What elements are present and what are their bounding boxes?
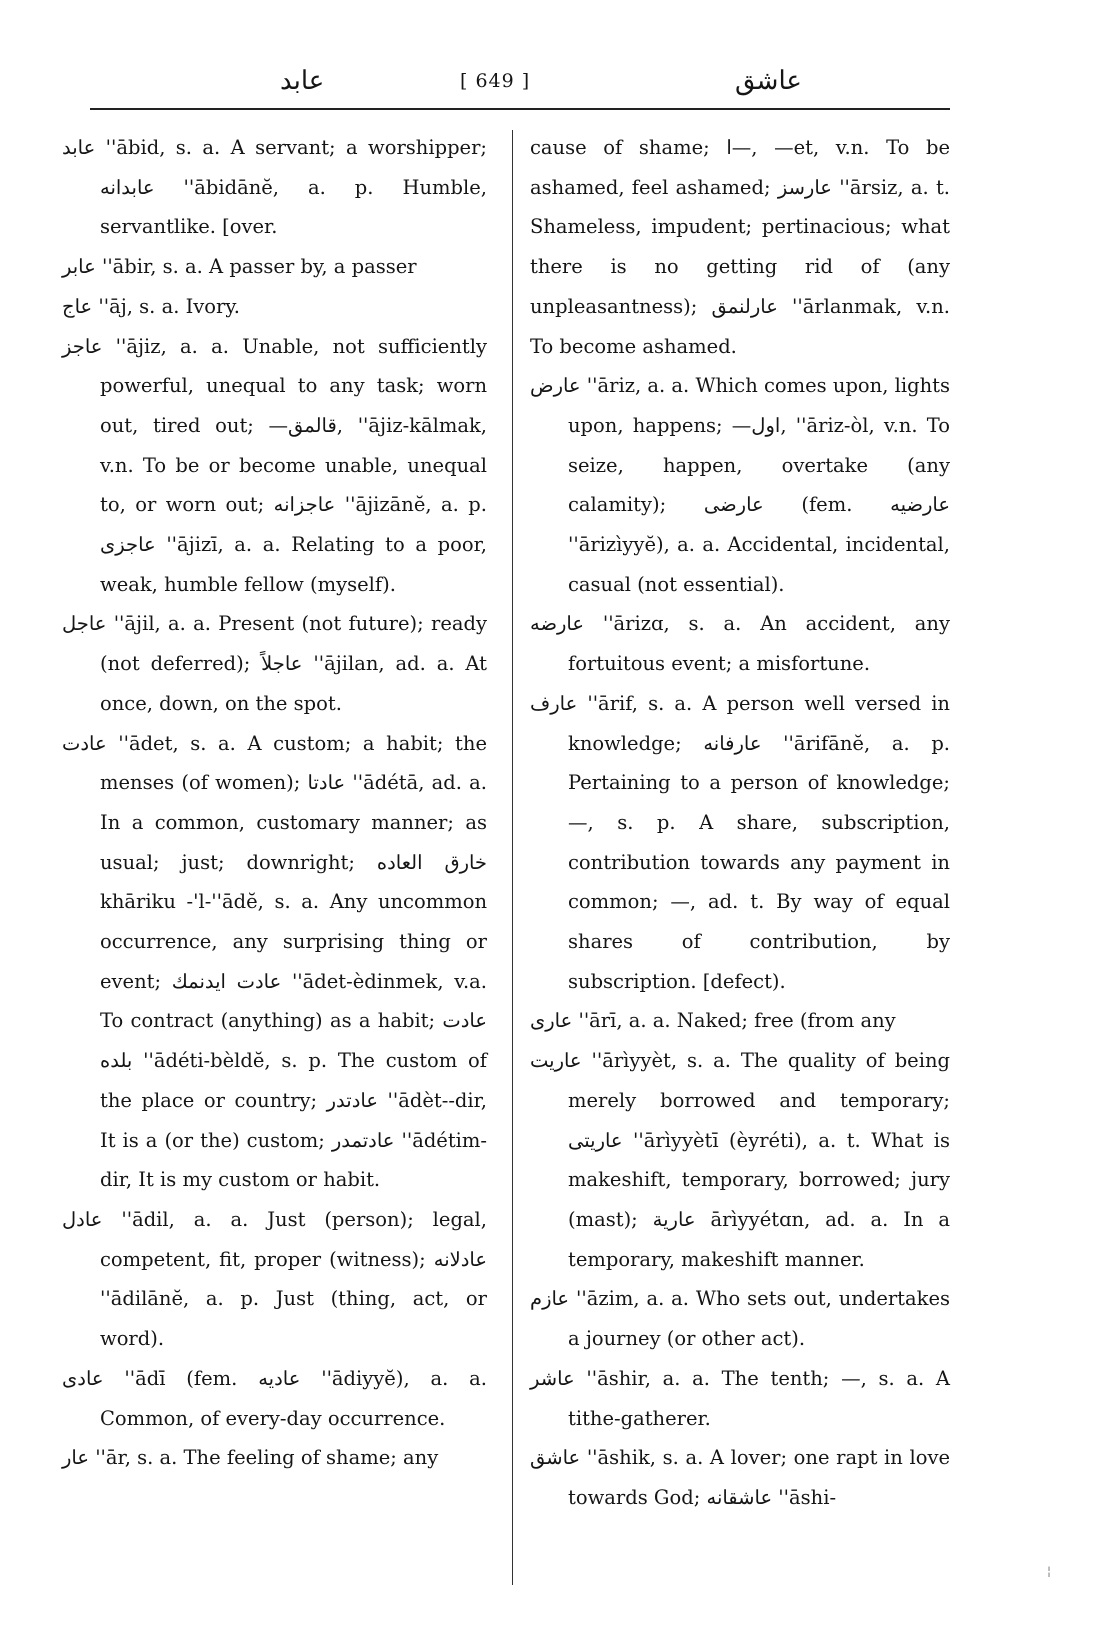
header-rule (90, 108, 950, 110)
dictionary-entry: عازم ''āzim, a. a. Who sets out, undertakes a journey (or other act). (530, 1287, 950, 1351)
left-running-headword: عابد (280, 66, 325, 96)
dictionary-entry: عابد ''ābid, s. a. A servant; a worshipper; عابدانه ''ābidānĕ, a. p. Humble, servantlike. [over. (62, 136, 487, 239)
dictionary-entry: عارضه ''ārizɑ, s. a. An accident, any fortuitous event; a misfortune. (530, 612, 950, 676)
dictionary-entry: عابر ''ābir, s. a. A passer by, a passer (62, 255, 417, 279)
page-header (90, 60, 950, 100)
dictionary-entry-continuation: cause of shame; ا—, —et, v.n. To be ashamed, feel ashamed; عارسز ''ārsiz, a. t. Shameless, impudent; pertinacious; what there is no getting rid of (any unpleasantness); عارلنمق ''ārlanmak, v.n. To become ashamed. (530, 136, 950, 358)
dictionary-entry: عاج ''āj, s. a. Ivory. (62, 294, 240, 318)
dictionary-entry: عادت ''ādet, s. a. A custom; a habit; the menses (of women); عادتا ''ādétā, ad. a. In a common, customary manner; as usual; just; downright; خارق العاده khāriku -'l-''ādĕ, s. a. Any uncommon occurrence, any surprising thing or event; عادت ایدنمك ''ādet-èdinmek, v.a. To contract (anything) as a habit; عادت بلده ''ādéti-bèldĕ, s. p. The custom of the place or country; عادتدر ''ādèt--dir, It is a (or the) custom; عادتمدر ''ādétim-dir, It is my custom or habit. (62, 731, 488, 1192)
dictionary-entry: عاشق ''āshik, s. a. A lover; one rapt in love towards God; عاشقانه ''āshi- (530, 1446, 950, 1509)
right-running-headword: عاشق (735, 66, 802, 96)
dictionary-entry: عارض ''āriz, a. a. Which comes upon, lights upon, happens; —اول, ''āriz-òl, v.n. To seize, happen, overtake (any calamity); عارضی (fem. عارضیه ''ārizìyyĕ), a. a. Accidental, incidental, casual (not essential). (530, 374, 950, 596)
dictionary-entry: عادی ''ādī (fem. عادیه ''ādiyyĕ), a. a. Common, of every-day occurrence. (62, 1366, 487, 1430)
page-number: [ 649 ] (460, 70, 531, 92)
dictionary-entry: عار ''ār, s. a. The feeling of shame; any (62, 1446, 439, 1470)
dictionary-entry: عاجل ''ājil, a. a. Present (not future); ready (not deferred); عاجلاً ''ājilan, ad. a. At once, down, on the spot. (62, 612, 488, 715)
page-edge-mark: ¦ (1046, 1564, 1051, 1578)
dictionary-entry: عادل ''ādil, a. a. Just (person); legal, competent, fit, proper (witness); عادلانه ''ādilānĕ, a. p. Just (thing, act, or word). (62, 1207, 487, 1351)
column-divider (512, 130, 513, 1585)
right-column (530, 128, 950, 1518)
dictionary-entry: عاریت ''ārìyyèt, s. a. The quality of being merely borrowed and temporary; عاریتی ''ārìyyètī (èyréti), a. t. What is makeshift, temporary, borrowed; jury (mast); عاریة ārìyyétɑn, ad. a. In a temporary, makeshift manner. (530, 1049, 950, 1271)
dictionary-entry: عاری ''ārī, a. a. Naked; free (from any (530, 1009, 896, 1033)
dictionary-entry: عاجز ''ājiz, a. a. Unable, not sufficiently powerful, unequal to any task; worn out, tired out; —قالمق, ''ājiz-kālmak, v.n. To be or become unable, unequal to, or worn out; عاجزانه ''ājizānĕ, a. p. عاجزی ''ājizī, a. a. Relating to a poor, weak, humble fellow (myself). (62, 334, 487, 596)
left-column (62, 128, 487, 1478)
dictionary-entry: عاشر ''āshir, a. a. The tenth; —, s. a. A tithe-gatherer. (530, 1366, 950, 1430)
dictionary-entry: عارف ''ārif, s. a. A person well versed in knowledge; عارفانه ''ārifānĕ, a. p. Pertaining to a person of knowledge; —, s. p. A share, subscription, contribution towards any payment in common; —, ad. t. By way of equal shares of contribution, by subscription. [defect). (530, 691, 950, 993)
